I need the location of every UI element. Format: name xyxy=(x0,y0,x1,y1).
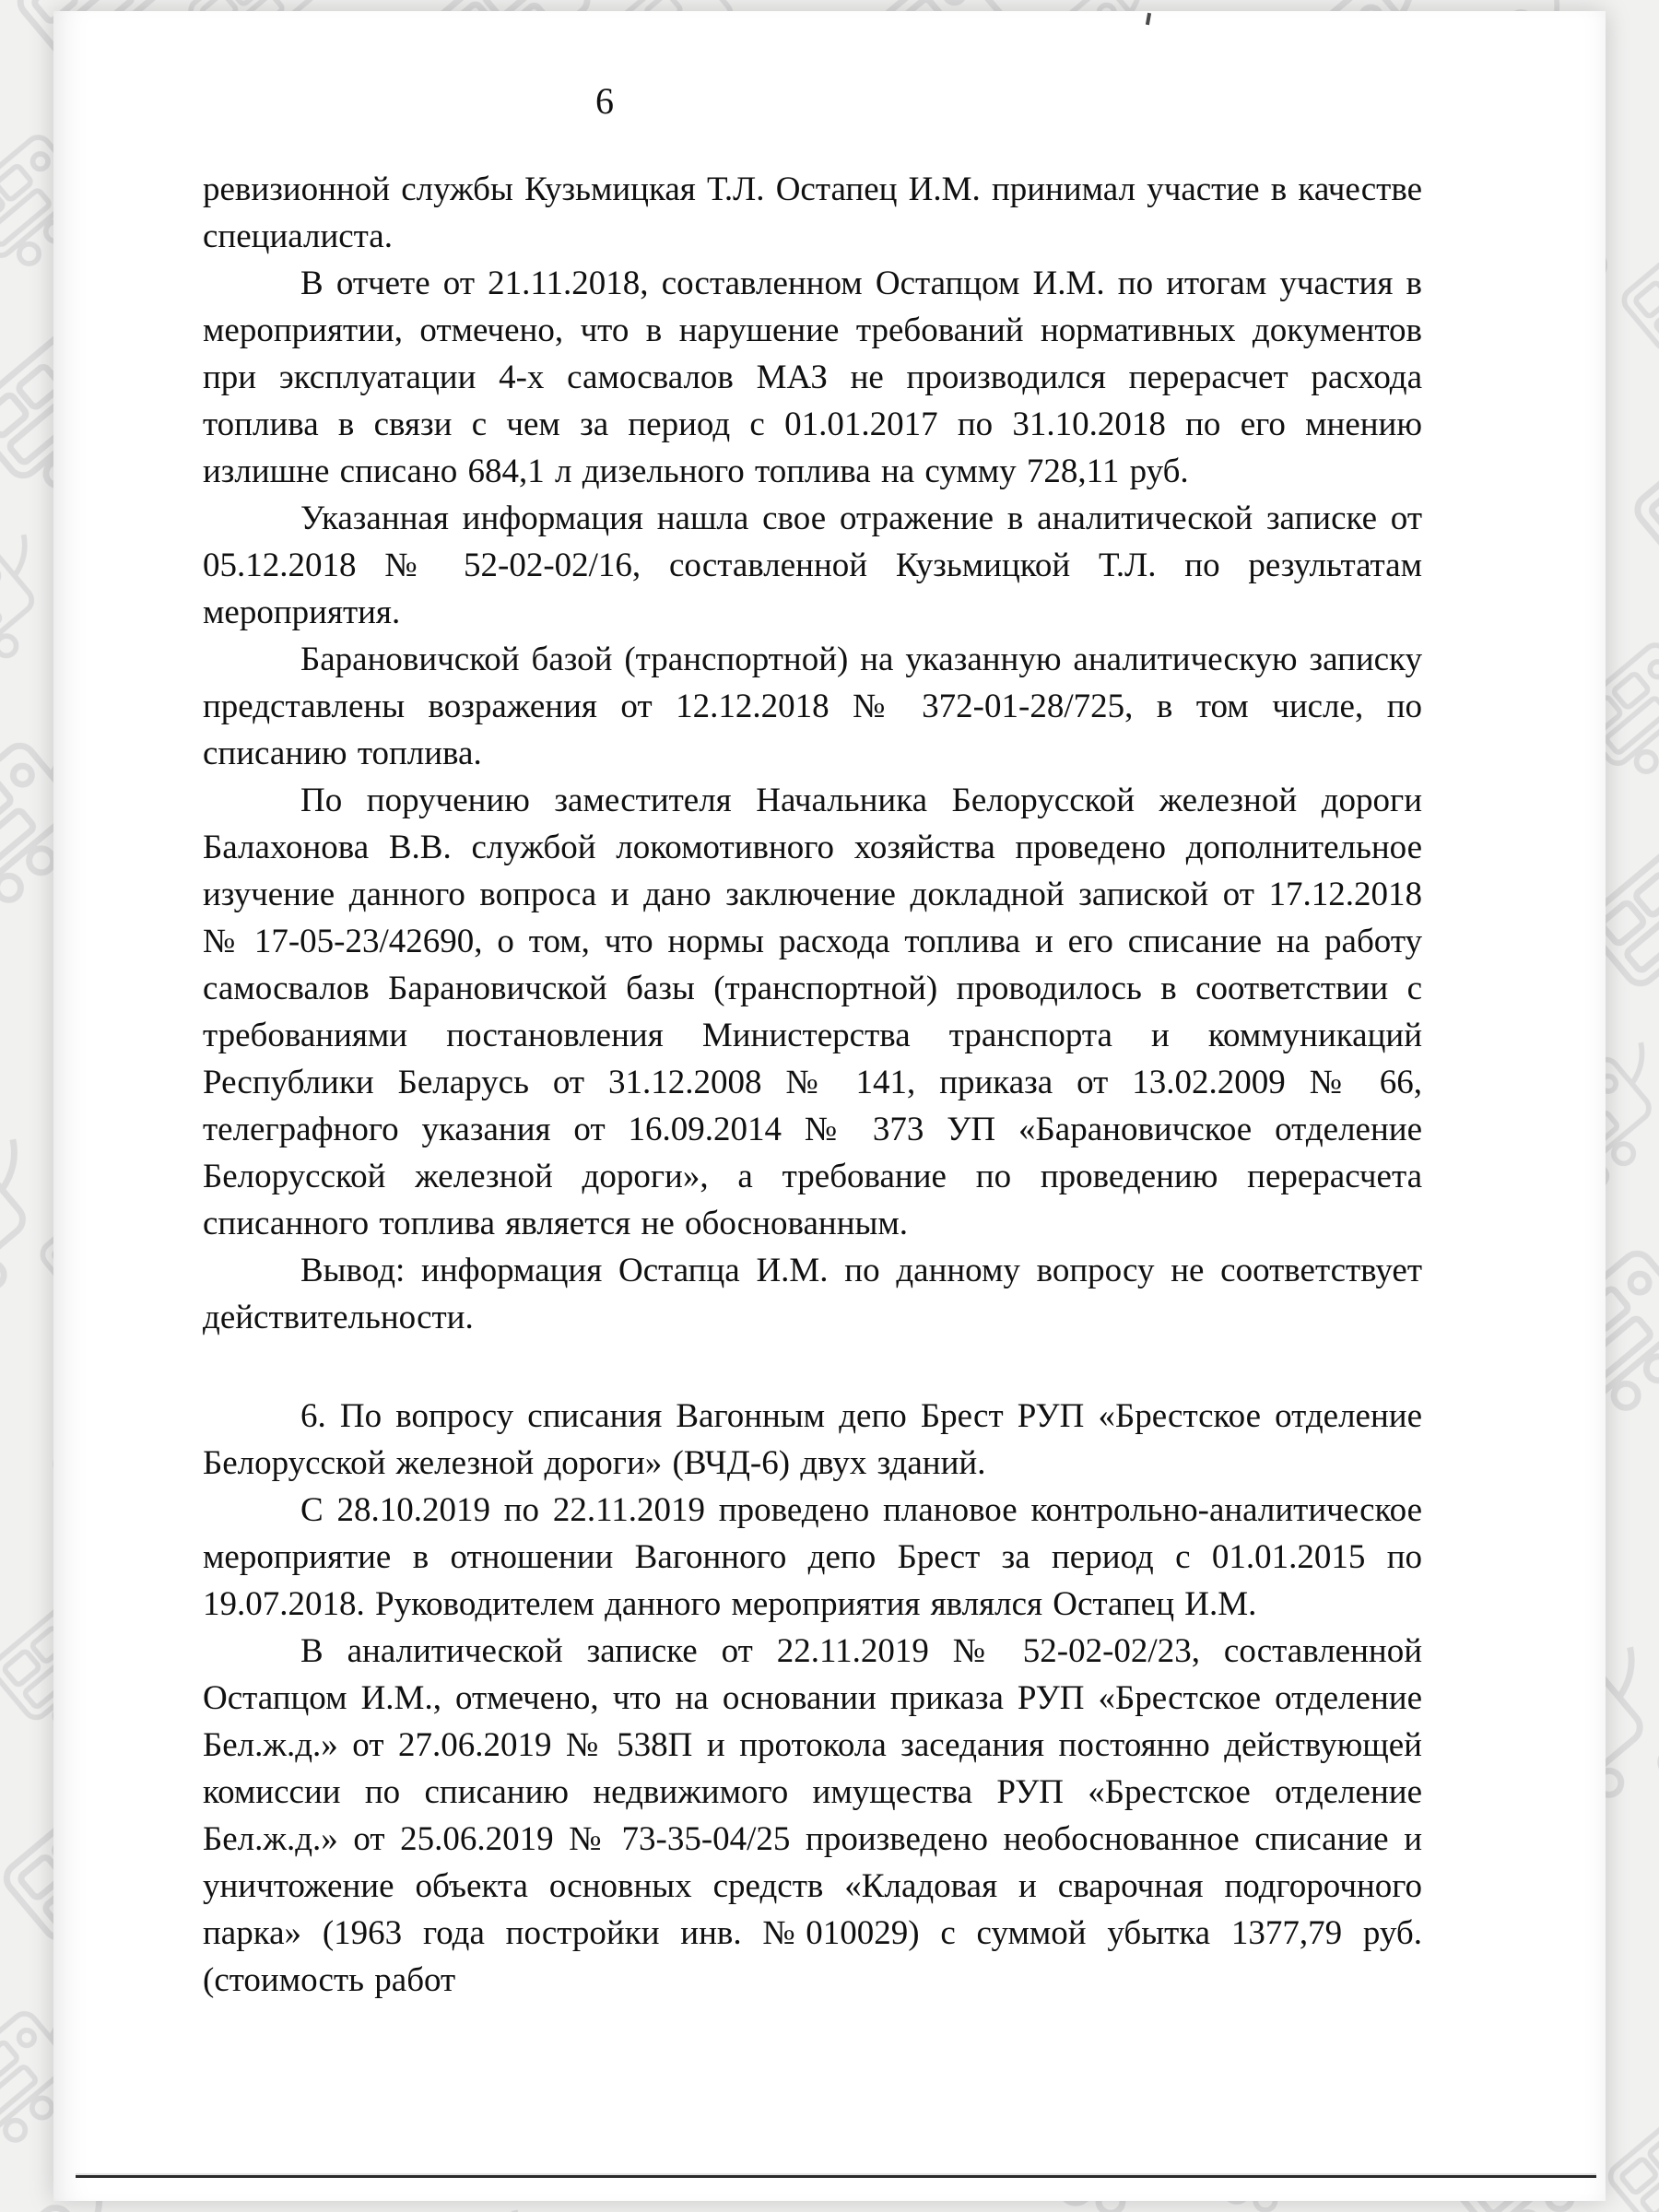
scan-speck xyxy=(1146,13,1151,25)
paragraph: Указанная информация нашла свое отражение в аналитической записке от 05.12.2018 № 52-02-02/16, составленной Кузьмицкой Т.Л. по результатам мероприятия. xyxy=(203,500,1422,631)
paragraph: Барановичской базой (транспортной) на указанную аналитическую записку представлены возражения от 12.12.2018 № 372-01-28/725, в том числе, по списанию топлива. xyxy=(203,641,1422,772)
paragraph: По поручению заместителя Начальника Белорусской железной дороги Балахонова В.В. службой локомотивного хозяйства проведено дополнительное изучение данного вопроса и дано заключение докладной запиской от 17.12.2018 № 17-05-23/42690, о том, что нормы расхода топлива и его списание на работу самосвалов Барановичской базы (транспортной) проводилось в соответствии с требованиями постановления Министерства транспорта и коммуникаций Республики Беларусь от 31.12.2008 № 141, приказа от 13.02.2009 № 66, телеграфного указания от 16.09.2014 № 373 УП «Барановичское отделение Белорусской железной дороги», а требование по проведению перерасчета списанного топлива является не обоснованным. xyxy=(203,782,1422,1242)
scan-artifact-line xyxy=(76,2175,1596,2178)
document-page xyxy=(53,11,1606,2201)
page-number: 6 xyxy=(595,80,614,122)
paragraph: 6. По вопросу списания Вагонным депо Брест РУП «Брестское отделение Белорусской железной дороги» (ВЧД-6) двух зданий. xyxy=(203,1397,1422,1482)
paragraph: ревизионной службы Кузьмицкая Т.Л. Остапец И.М. принимал участие в качестве специалиста. xyxy=(203,171,1422,255)
document-body xyxy=(203,166,1422,2004)
paragraph: В аналитической записке от 22.11.2019 № 52-02-02/23, составленной Остапцом И.М., отмечено, что на основании приказа РУП «Брестское отделение Бел.ж.д.» от 27.06.2019 № 538П и протокола заседания постоянно действующей комиссии по списанию недвижимого имущества РУП «Брестское отделение Бел.ж.д.» от 25.06.2019 № 73-35-04/25 произведено необоснованное списание и уничтожение объекта основных средств «Кладовая и сварочная подгорочного парка» (1963 года постройки инв. №010029) с суммой убытка 1377,79 руб. (стоимость работ xyxy=(203,1632,1422,1999)
paragraph: Вывод: информация Остапца И.М. по данному вопросу не соответствует действительности. xyxy=(203,1252,1422,1336)
paragraph: С 28.10.2019 по 22.11.2019 проведено плановое контрольно-аналитическое мероприятие в отношении Вагонного депо Брест за период с 01.01.2015 по 19.07.2018. Руководителем данного мероприятия являлся Остапец И.М. xyxy=(203,1491,1422,1623)
paragraph: В отчете от 21.11.2018, составленном Остапцом И.М. по итогам участия в мероприятии, отмечено, что в нарушение требований нормативных документов при эксплуатации 4-х самосвалов МАЗ не производился перерасчет расхода топлива в связи с чем за период с 01.01.2017 по 31.10.2018 по его мнению излишне списано 684,1 л дизельного топлива на сумму 728,11 руб. xyxy=(203,265,1422,490)
